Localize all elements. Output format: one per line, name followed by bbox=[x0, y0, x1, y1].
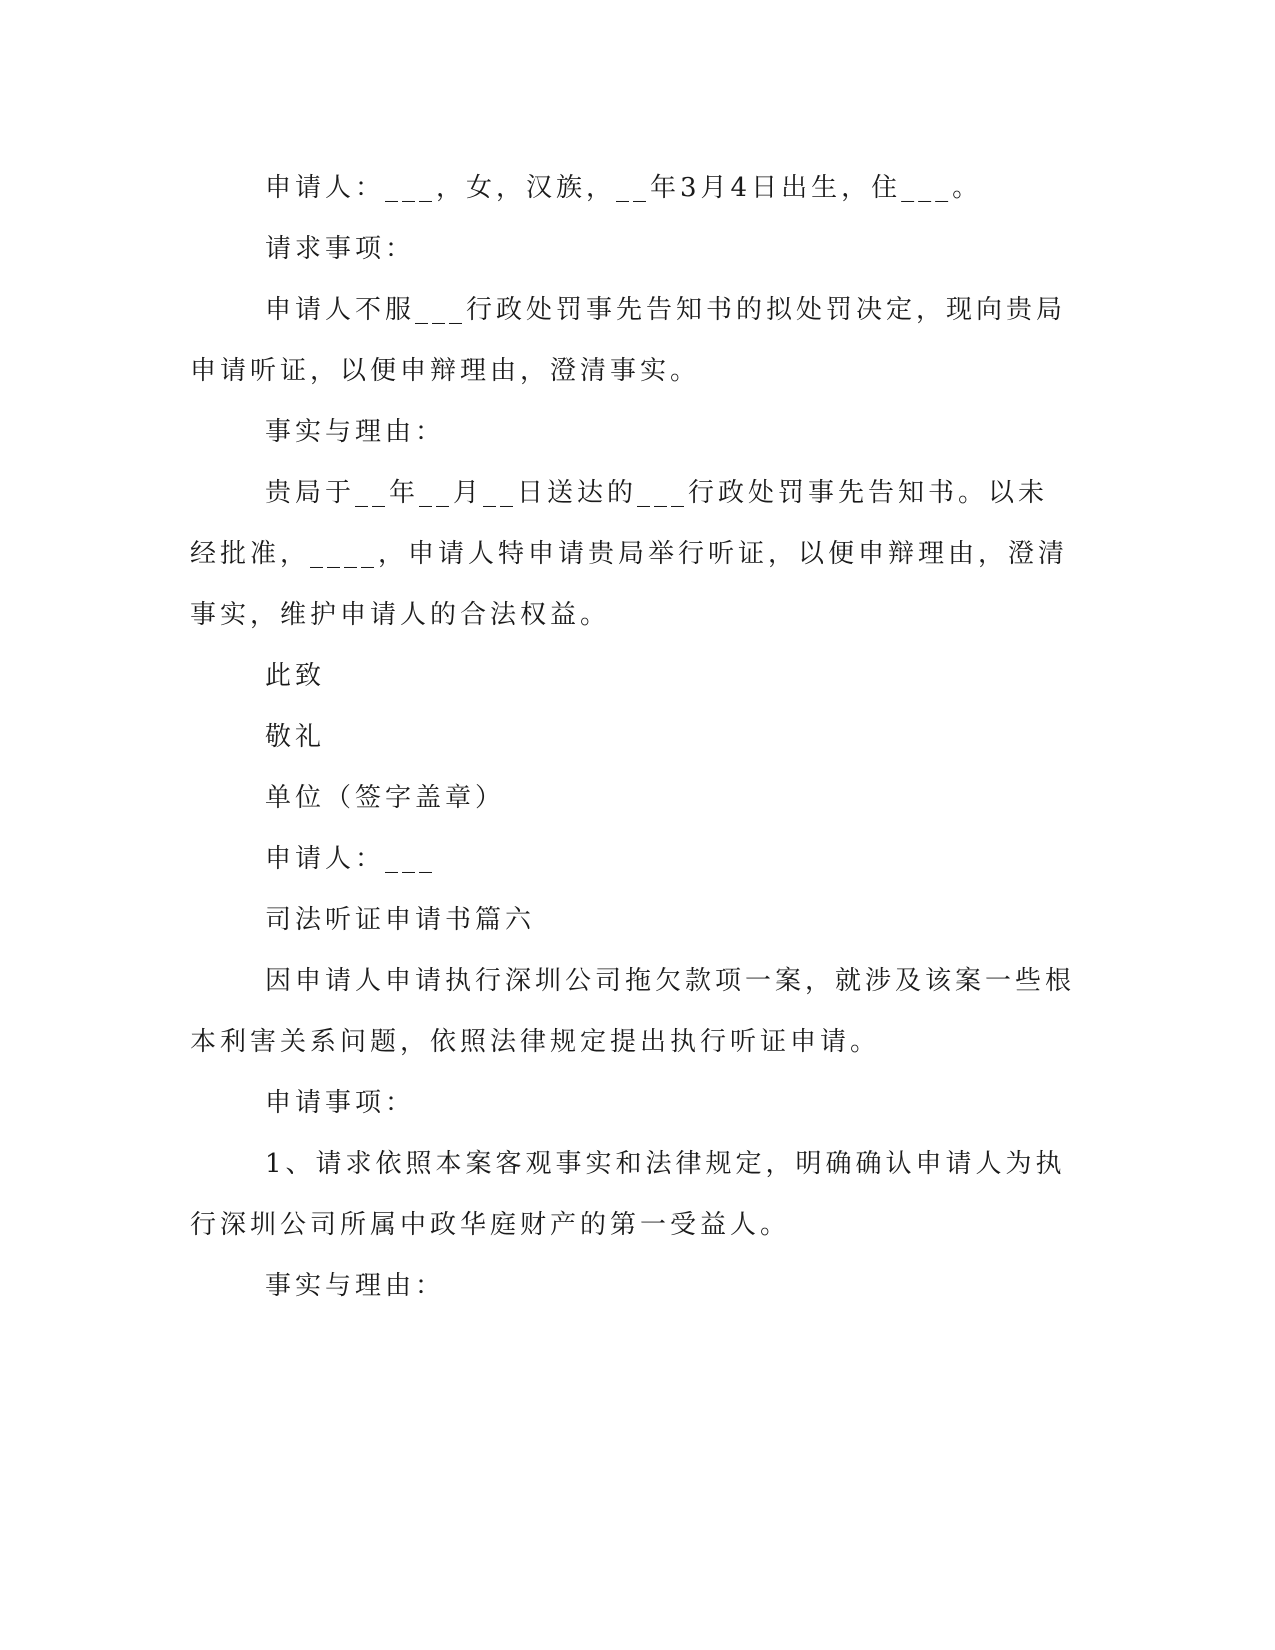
request-items-heading: 请求事项： bbox=[265, 234, 416, 264]
request-items-paragraph: 申请人不服___行政处罚事先告知书的拟处罚决定，现向贵局申请听证，以便申辩理由，澄清事实。 bbox=[190, 295, 1067, 386]
document-body bbox=[190, 158, 1076, 1317]
signature-applicant: 申请人：___ bbox=[265, 844, 437, 874]
closing-salutation: 此致 bbox=[265, 661, 326, 691]
application-items-heading: 申请事项： bbox=[265, 1088, 416, 1118]
closing-regards: 敬礼 bbox=[265, 722, 326, 752]
applicant-info-line: 申请人：___，女，汉族，__年3月4日出生，住___。 bbox=[265, 173, 983, 203]
section-title: 司法听证申请书篇六 bbox=[265, 905, 536, 935]
facts-reasons-heading: 事实与理由： bbox=[265, 417, 446, 447]
signature-unit: 单位（签字盖章） bbox=[265, 783, 506, 813]
facts-reasons-paragraph: 贵局于__年__月__日送达的___行政处罚事先告知书。以未经批准，____，申请人特申请贵局举行听证，以便申辩理由，澄清事实，维护申请人的合法权益。 bbox=[190, 478, 1069, 630]
facts-reasons-heading-2: 事实与理由： bbox=[265, 1271, 446, 1301]
section-intro-paragraph: 因申请人申请执行深圳公司拖欠款项一案，就涉及该案一些根本利害关系问题，依照法律规定提出执行听证申请。 bbox=[190, 966, 1076, 1057]
application-item-1: 1、请求依照本案客观事实和法律规定，明确确认申请人为执行深圳公司所属中政华庭财产的第一受益人。 bbox=[190, 1149, 1066, 1240]
